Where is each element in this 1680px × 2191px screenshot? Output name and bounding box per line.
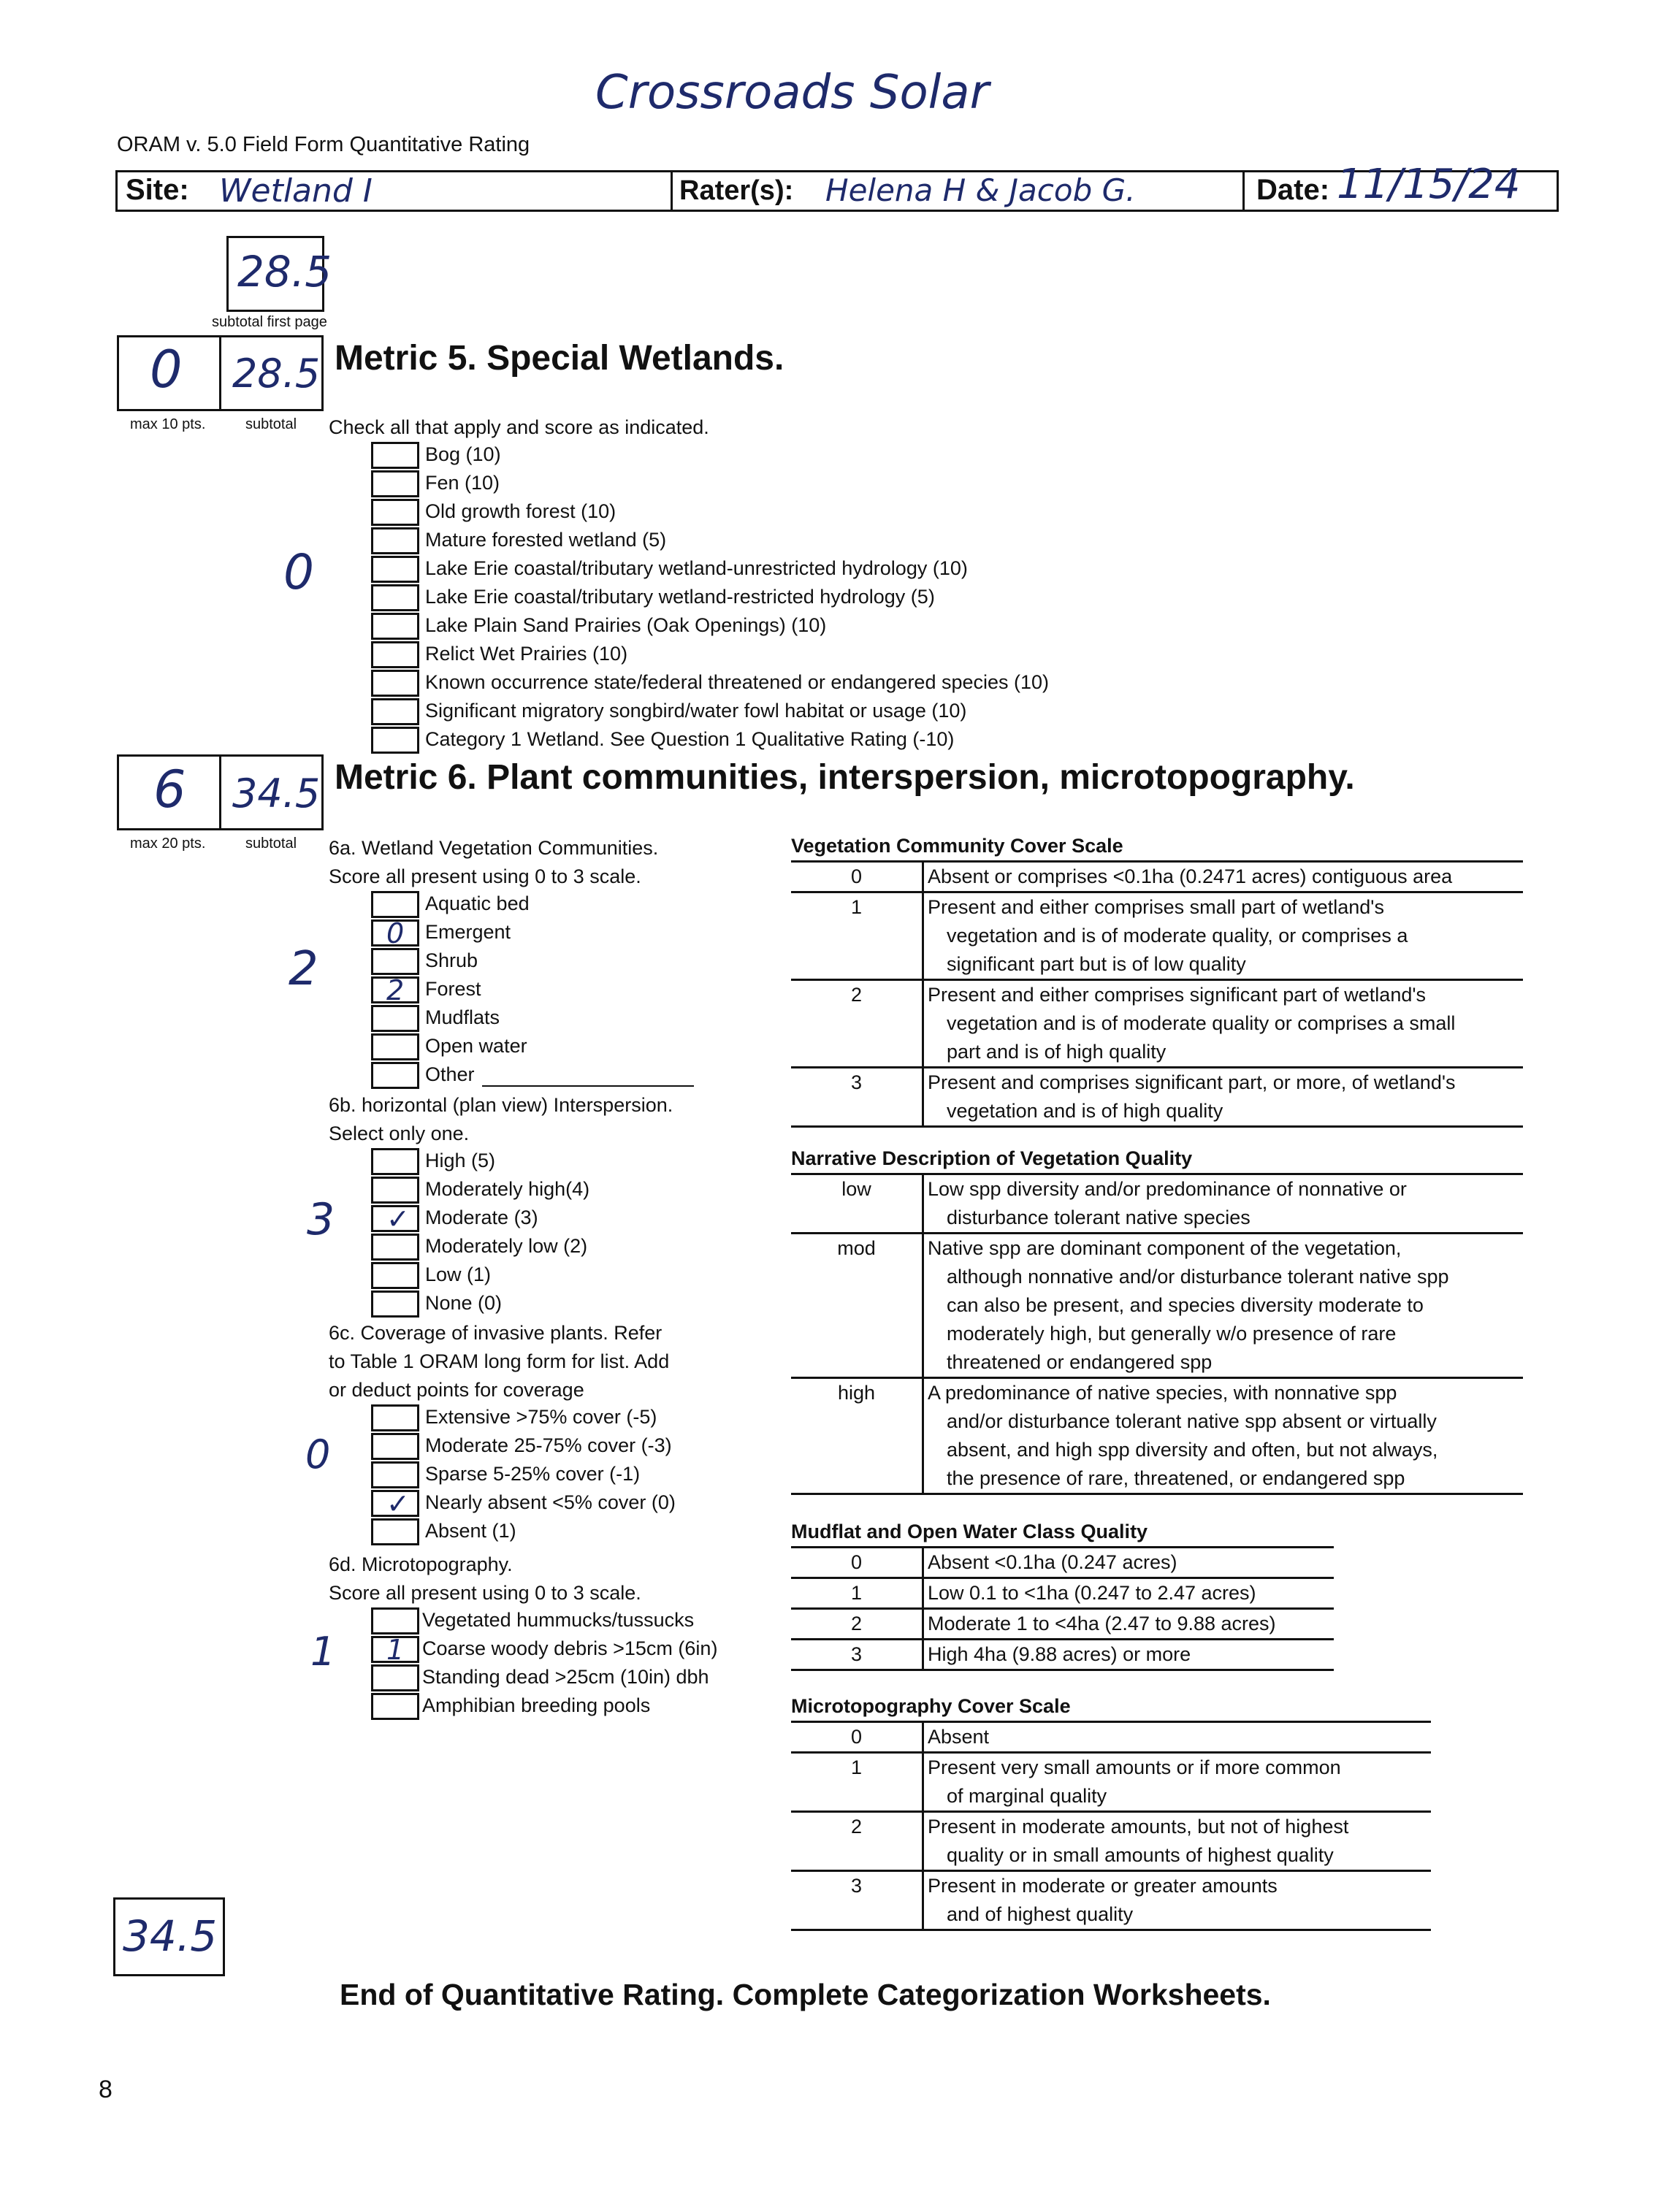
metric5-score-value: 0 [150,340,183,399]
micro-row-text: Present very small amounts or if more common [928,1756,1341,1778]
s6d-item-label: Standing dead >25cm (10in) dbh [422,1666,709,1688]
s6b-item-checkbox[interactable] [371,1203,419,1235]
veg-quality-row-column-rule [922,1173,924,1495]
metric5-item-checkbox[interactable] [371,556,419,583]
metric6-score-divider [219,754,221,830]
veg-quality-row-text: moderately high, but generally w/o presence of rare [947,1323,1397,1345]
s6b-item-label: Moderately high(4) [425,1178,590,1200]
metric5-item-label: Significant migratory songbird/water fowl habitat or usage (10) [425,700,967,722]
s6c-item-checkbox[interactable] [371,1461,419,1488]
metric5-item-label: Lake Plain Sand Prairies (Oak Openings) (10) [425,614,827,636]
subtotal-first-page-box[interactable] [226,236,332,312]
s6d-item-mark: 1 [386,1634,405,1666]
s6d-item-label: Coarse woody debris >15cm (6in) [422,1637,718,1659]
metric5-item-checkbox[interactable] [371,499,419,526]
s6c-item-checkbox[interactable] [371,1518,419,1545]
veg-quality-row-text: Native spp are dominant component of the vegetation, [928,1237,1402,1259]
s6a-item-label: Emergent [425,921,511,943]
veg-quality-row-text: and/or disturbance tolerant native spp absent or virtually [947,1410,1437,1432]
rater-field[interactable]: Helena H & Jacob G. [825,172,1136,208]
metric5-item-label: Known occurrence state/federal threatened or endangered species (10) [425,671,1050,693]
mudflat-row-key: 3 [850,1643,863,1665]
veg-quality-row-text: the presence of rare, threatened, or endangered spp [947,1467,1405,1489]
veg-cover-row-column-rule [922,860,924,1128]
metric5-item-label: Category 1 Wetland. See Question 1 Qualitative Rating (-10) [425,728,955,750]
mudflat-row-key: 2 [850,1613,863,1634]
veg-cover-row-key: 2 [850,984,863,1006]
veg-quality-row-text: although nonnative and/or disturbance tolerant native spp [947,1266,1449,1288]
veg-cover-row-key: 0 [850,865,863,887]
s6d-item-checkbox[interactable] [371,1634,419,1666]
s6a-item-label: Aquatic bed [425,892,530,914]
veg-cover-row-text: Present and comprises significant part, or more, of wetland's [928,1071,1456,1093]
other-underline [482,1085,694,1087]
veg-cover-row-text: Absent or comprises <0.1ha (0.2471 acres) contiguous area [928,865,1453,887]
micro-row-key: 1 [850,1756,863,1778]
veg-cover-row-text: vegetation and is of high quality [947,1100,1223,1122]
header-divider-1 [671,170,673,212]
s6b-item-label: Low (1) [425,1263,492,1285]
micro-row-text: Absent [928,1726,990,1748]
veg-cover-row-text: Present and either comprises small part of wetland's [928,896,1384,918]
metric5-subtotal-value: 28.5 [232,351,321,397]
project-name-handwritten: Crossroads Solar [595,66,989,120]
s6a-item-mark: 2 [386,974,405,1006]
s6b-item-checkbox[interactable] [371,1148,419,1175]
veg-cover-row-text: significant part but is of low quality [947,953,1246,975]
veg-quality-row-text: A predominance of native species, with nonnative spp [928,1382,1397,1404]
veg-cover-row-text: vegetation and is of moderate quality, or comprises a [947,925,1408,947]
metric5-item-label: Relict Wet Prairies (10) [425,643,628,665]
mudflat-row-text: High 4ha (9.88 acres) or more [928,1643,1191,1665]
s6a-item-label: Shrub [425,949,478,971]
micro-row-text: Present in moderate or greater amounts [928,1875,1278,1897]
mudflat-quality-title: Mudflat and Open Water Class Quality [791,1521,1148,1542]
veg-cover-row-key: 1 [850,896,863,918]
s6a-item-label: Other [425,1063,475,1085]
s6b-item-label: Moderate (3) [425,1207,538,1228]
micro-row-rule [791,1929,1431,1931]
date-label: Date: [1256,174,1330,206]
metric5-item-label: Lake Erie coastal/tributary wetland-unrestricted hydrology (10) [425,557,968,579]
metric5-item-label: Lake Erie coastal/tributary wetland-restricted hydrology (5) [425,586,935,608]
veg-quality-row-text: absent, and high spp diversity and often, but not always, [947,1439,1438,1461]
veg-cover-row-rule [791,1125,1523,1128]
veg-cover-row-key: 3 [850,1071,863,1093]
s6b-item-checkbox[interactable] [371,1290,419,1318]
s6c-item-label: Sparse 5-25% cover (-1) [425,1463,641,1485]
metric5-item-checkbox[interactable] [371,527,419,554]
s6b-item-mark: ✓ [386,1203,410,1235]
metric5-item-label: Mature forested wetland (5) [425,529,667,551]
page-number: 8 [99,2076,112,2103]
s6b-heading-1: 6b. horizontal (plan view) Interspersion. [329,1094,673,1116]
micro-row-text: quality or in small amounts of highest quality [947,1844,1334,1866]
site-field[interactable]: Wetland I [219,172,373,210]
s6c-heading-1: 6c. Coverage of invasive plants. Refer [329,1322,663,1344]
metric5-item-checkbox[interactable] [371,470,419,497]
date-field[interactable]: 11/15/24 [1337,161,1521,208]
s6b-item-label: None (0) [425,1292,503,1314]
s6a-item-checkbox[interactable] [371,974,419,1006]
veg-quality-title: Narrative Description of Vegetation Quality [791,1147,1193,1169]
micro-row-text: Present in moderate amounts, but not of highest [928,1816,1349,1838]
s6d-item-checkbox[interactable] [371,1664,419,1691]
metric5-item-label: Bog (10) [425,443,501,465]
rater-label: Rater(s): [679,175,794,206]
s6a-item-checkbox[interactable] [371,948,419,975]
veg-cover-row-text: vegetation and is of moderate quality or comprises a small [947,1012,1456,1034]
metric5-item-label: Fen (10) [425,472,500,494]
s6b-item-checkbox[interactable] [371,1177,419,1204]
s6a-heading-1: 6a. Wetland Vegetation Communities. [329,837,659,859]
metric6-subtotal-value: 34.5 [232,771,321,817]
s6b-item-checkbox[interactable] [371,1262,419,1289]
s6a-item-label: Forest [425,978,481,1000]
metric5-item-checkbox[interactable] [371,584,419,611]
micro-row-column-rule [922,1721,924,1931]
veg-quality-row-rule [791,1493,1523,1495]
metric5-subtotal-label: subtotal [245,416,297,432]
metric6-title: Metric 6. Plant communities, interspersion, microtopography. [335,758,1355,797]
s6a-item-checkbox[interactable] [371,891,419,918]
s6d-item-label: Vegetated hummucks/tussucks [422,1609,695,1631]
s6a-item-checkbox[interactable] [371,1033,419,1060]
s6c-heading-3: or deduct points for coverage [329,1379,584,1401]
s6a-item-checkbox[interactable] [371,919,419,947]
s6a-item-checkbox[interactable] [371,1005,419,1032]
metric5-item-checkbox[interactable] [371,442,419,469]
s6c-item-label: Nearly absent <5% cover (0) [425,1491,676,1513]
s6a-item-mark: 0 [386,917,405,949]
s6d-item-checkbox[interactable] [371,1693,419,1720]
veg-quality-row-key: low [841,1178,871,1200]
subtotal-first-page-value: 28.5 [237,247,332,297]
s6c-heading-2: to Table 1 ORAM long form for list. Add [329,1350,670,1372]
s6a-margin-score: 2 [289,942,318,996]
s6b-item-label: Moderately low (2) [425,1235,588,1257]
metric6-score-value: 6 [153,760,186,819]
metric5-margin-score: 0 [283,544,314,600]
veg-quality-row-text: Low spp diversity and/or predominance of nonnative or [928,1178,1407,1200]
veg-cover-scale-title: Vegetation Community Cover Scale [791,835,1123,857]
subtotal-first-page-label: subtotal first page [212,314,327,330]
s6c-item-label: Moderate 25-75% cover (-3) [425,1434,672,1456]
metric5-item-checkbox[interactable] [371,613,419,640]
s6c-item-label: Absent (1) [425,1520,516,1542]
s6d-item-checkbox[interactable] [371,1607,419,1634]
metric5-item-label: Old growth forest (10) [425,500,616,522]
final-total-box[interactable] [113,1897,225,1976]
s6c-margin-score: 0 [305,1431,331,1477]
micro-row-text: and of highest quality [947,1903,1134,1925]
mudflat-row-key: 1 [850,1582,863,1604]
mudflat-row-column-rule [922,1546,924,1671]
metric6-max-label: max 20 pts. [130,836,206,852]
veg-cover-row-text: Present and either comprises significant part of wetland's [928,984,1427,1006]
micro-row-key: 3 [850,1875,863,1897]
s6b-item-label: High (5) [425,1150,496,1171]
s6b-heading-2: Select only one. [329,1123,470,1144]
metric5-item-checkbox[interactable] [371,670,419,697]
veg-quality-row-text: can also be present, and species diversity moderate to [947,1294,1424,1316]
metric5-instruction: Check all that apply and score as indicated. [329,416,709,438]
s6d-item-label: Amphibian breeding pools [422,1694,651,1716]
mudflat-row-text: Absent <0.1ha (0.247 acres) [928,1551,1177,1573]
s6c-item-checkbox[interactable] [371,1404,419,1431]
mudflat-row-rule [791,1669,1334,1671]
micro-row-key: 0 [850,1726,863,1748]
metric5-item-checkbox[interactable] [371,698,419,725]
metric5-item-checkbox[interactable] [371,641,419,668]
metric5-max-label: max 10 pts. [130,416,206,432]
metric5-item-checkbox[interactable] [371,727,419,754]
mudflat-row-text: Moderate 1 to <4ha (2.47 to 9.88 acres) [928,1613,1276,1634]
s6b-item-checkbox[interactable] [371,1234,419,1261]
s6a-item-label: Open water [425,1035,527,1057]
veg-cover-row-text: part and is of high quality [947,1041,1167,1063]
s6c-item-mark: ✓ [386,1488,410,1520]
s6c-item-checkbox[interactable] [371,1488,419,1520]
final-total-value: 34.5 [123,1911,218,1961]
veg-quality-row-text: disturbance tolerant native species [947,1207,1251,1228]
header-divider-2 [1242,170,1245,212]
s6a-heading-2: Score all present using 0 to 3 scale. [329,865,641,887]
end-of-rating-text: End of Quantitative Rating. Complete Categorization Worksheets. [340,1978,1271,2011]
micro-row-key: 2 [850,1816,863,1838]
s6c-item-label: Extensive >75% cover (-5) [425,1406,657,1428]
veg-quality-row-key: high [837,1382,876,1404]
mudflat-row-key: 0 [850,1551,863,1573]
s6a-item-label: Mudflats [425,1006,500,1028]
metric6-subtotal-label: subtotal [245,836,297,852]
s6a-item-checkbox[interactable] [371,1062,419,1089]
veg-quality-row-key: mod [837,1237,876,1259]
micro-scale-title: Microtopography Cover Scale [791,1695,1071,1717]
s6d-margin-score: 1 [310,1629,336,1675]
veg-quality-row-text: threatened or endangered spp [947,1351,1213,1373]
s6b-margin-score: 3 [307,1194,335,1245]
site-label: Site: [126,174,189,206]
s6c-item-checkbox[interactable] [371,1433,419,1460]
micro-row-text: of marginal quality [947,1785,1107,1807]
form-title: ORAM v. 5.0 Field Form Quantitative Rating [117,133,530,156]
s6d-heading-1: 6d. Microtopography. [329,1553,513,1575]
s6d-heading-2: Score all present using 0 to 3 scale. [329,1582,641,1604]
metric5-title: Metric 5. Special Wetlands. [335,339,784,378]
metric5-score-divider [219,335,221,411]
mudflat-row-text: Low 0.1 to <1ha (0.247 to 2.47 acres) [928,1582,1256,1604]
